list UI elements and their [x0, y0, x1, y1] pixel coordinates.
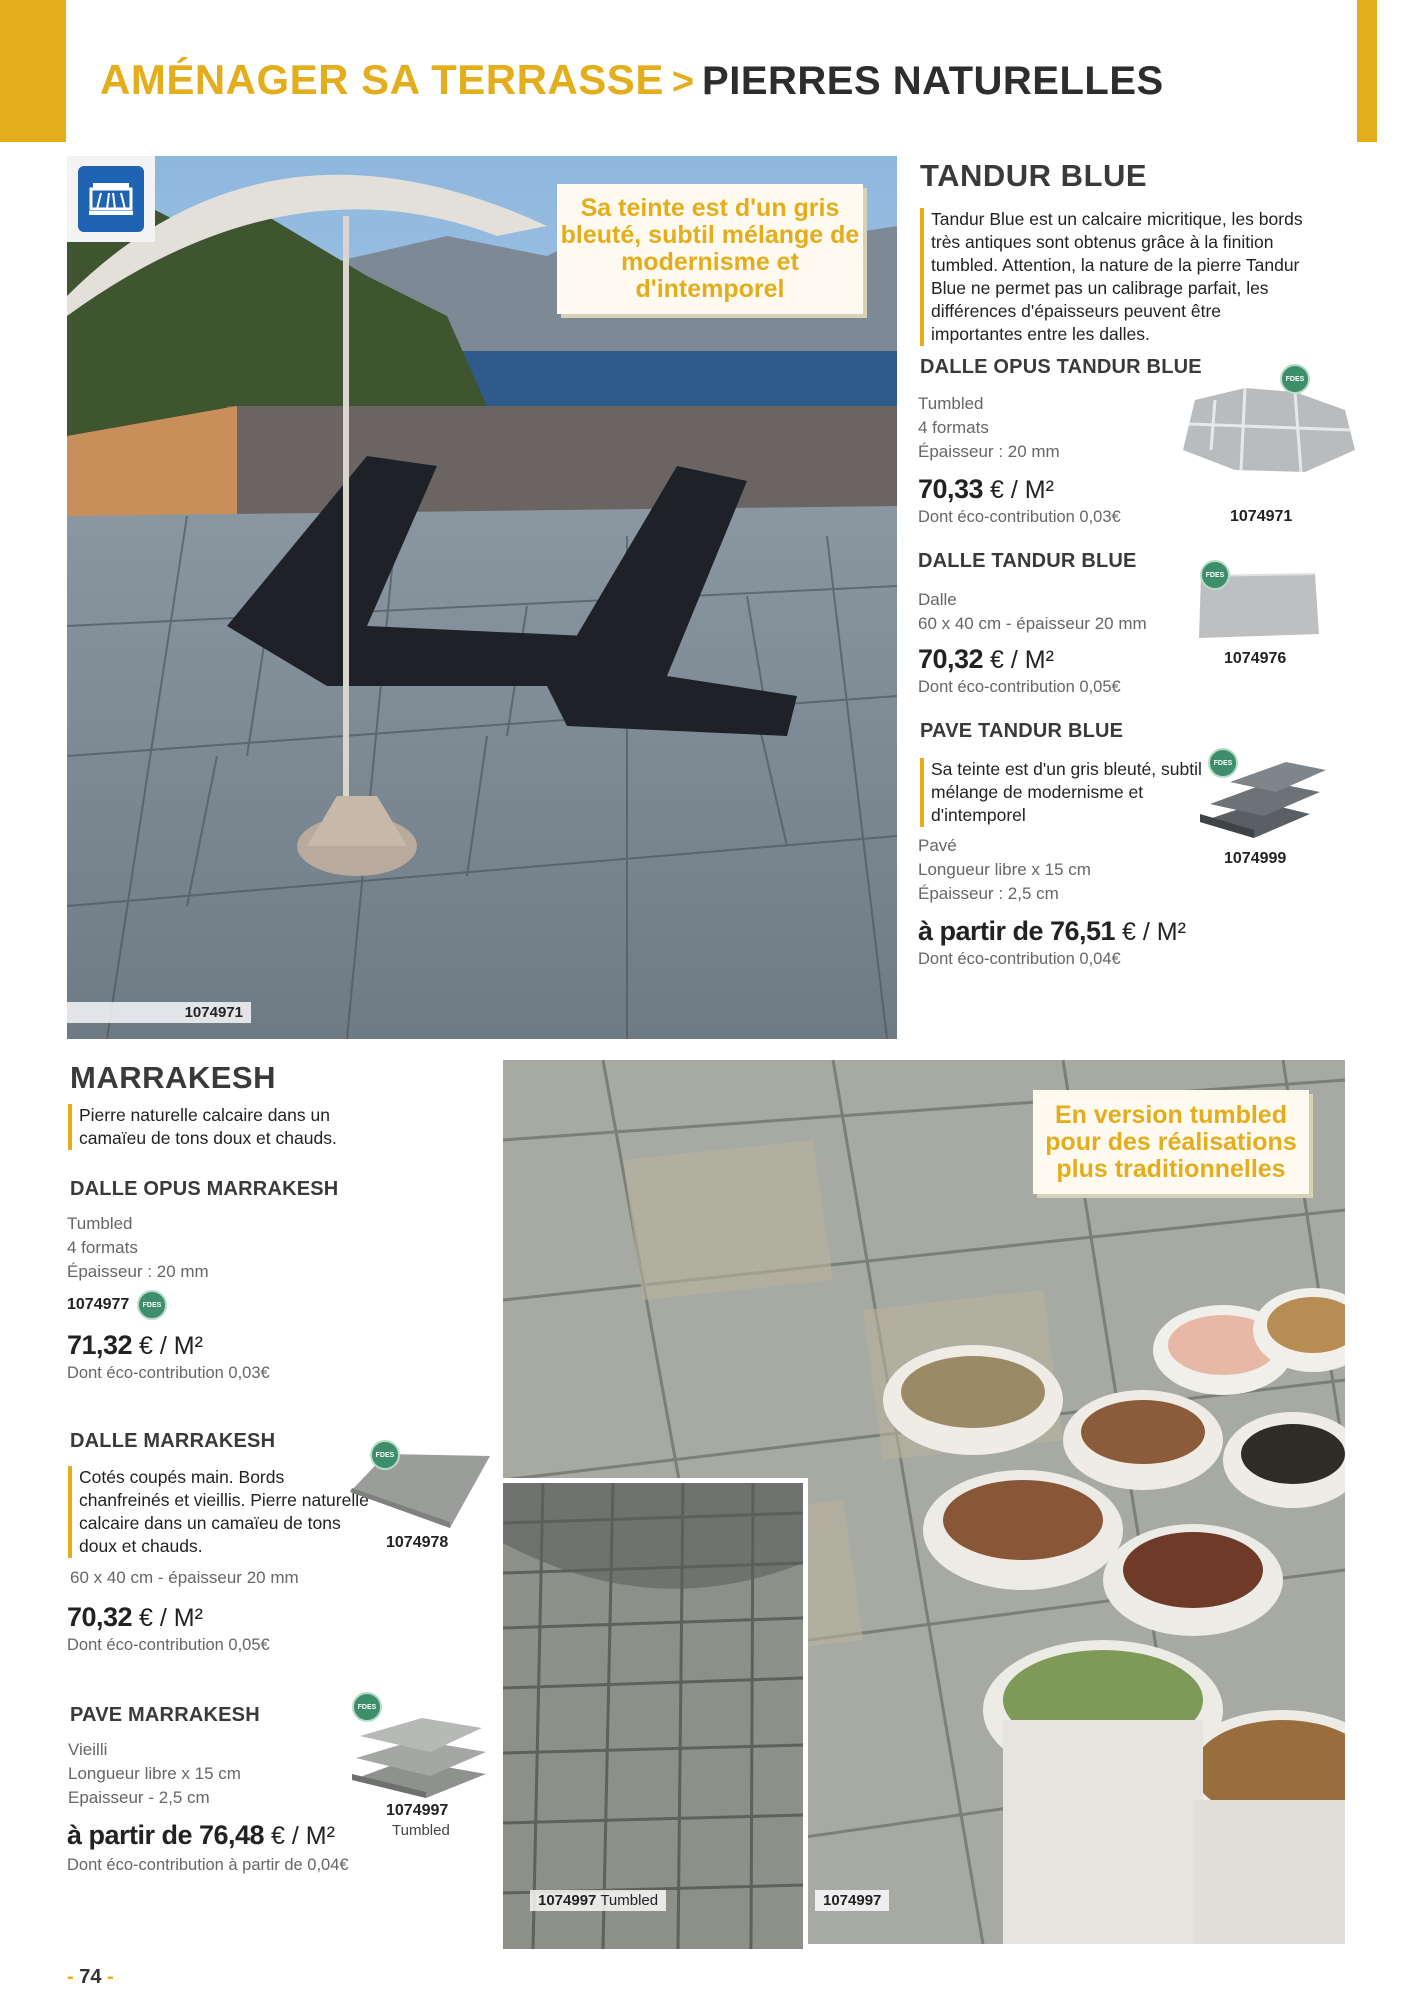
product-ref-sub: Tumbled: [392, 1822, 450, 1839]
product-name: DALLE MARRAKESH: [70, 1430, 276, 1452]
terrace-badge: [67, 156, 155, 242]
terrace-pictogram-icon: [78, 166, 144, 232]
eco-contribution: Dont éco-contribution à partir de 0,04€: [67, 1856, 349, 1874]
product-note: Sa teinte est d'un gris bleuté, subtil mélange de modernisme et d'intemporel: [920, 758, 1221, 827]
inset-caption: 1074997 Tumbled: [530, 1890, 666, 1911]
cobble-inset-image: [503, 1478, 808, 1949]
product-thumbnail: [346, 1452, 492, 1530]
tandur-description: Tandur Blue est un calcaire micritique, les bords très antiques sont obtenus grâce à la finition tumbled. Attention, la nature de la pierre Tandur Blue ne permet pas un calibrage parfait, les différences d'épaisseurs peuvent être importantes entre les dalles.: [920, 208, 1316, 346]
fdes-badge-icon: FDES: [1200, 560, 1230, 590]
marrakesh-description: Pierre naturelle calcaire dans un camaïeu de tons doux et chauds.: [68, 1104, 379, 1150]
fdes-badge-icon: FDES: [1280, 364, 1310, 394]
eco-contribution: Dont éco-contribution 0,04€: [918, 950, 1121, 968]
page-title: [100, 56, 1164, 104]
fdes-badge-icon: FDES: [352, 1692, 382, 1722]
main-image-caption: 1074997: [815, 1890, 889, 1911]
product-specs: Vieilli Longueur libre x 15 cm Epaisseur - 2,5 cm: [68, 1740, 241, 1807]
header-right-bar: [1357, 0, 1377, 142]
eco-contribution: Dont éco-contribution 0,05€: [67, 1636, 270, 1654]
eco-contribution: Dont éco-contribution 0,03€: [67, 1364, 270, 1382]
product-note: Cotés coupés main. Bords chanfreinés et vieillis. Pierre naturelle calcaire dans un camaïeu de tons doux et chauds.: [68, 1466, 369, 1558]
page-number: - 74 -: [67, 1966, 114, 1988]
subsection-title: PIERRES NATURELLES: [702, 59, 1164, 103]
product-ref: 1074971: [1230, 508, 1293, 525]
eco-contribution: Dont éco-contribution 0,05€: [918, 678, 1121, 696]
product-price: 70,32 € / M²: [918, 644, 1054, 674]
product-name: DALLE OPUS MARRAKESH: [70, 1178, 339, 1200]
product-price: 70,33 € / M²: [918, 474, 1054, 504]
product-specs: Dalle 60 x 40 cm - épaisseur 20 mm: [918, 590, 1147, 633]
product-ref: 1074976: [1224, 650, 1287, 667]
product-price: 71,32 € / M²: [67, 1330, 203, 1360]
header-left-bar: [0, 0, 66, 142]
marrakesh-callout: En version tumbled pour des réalisations plus traditionnelles: [1033, 1090, 1309, 1194]
product-name: PAVE MARRAKESH: [70, 1704, 260, 1726]
tandur-title: TANDUR BLUE: [920, 158, 1148, 193]
product-ref: 1074999: [1224, 850, 1287, 867]
fdes-badge-icon: FDES: [370, 1440, 400, 1470]
product-price: à partir de 76,48 € / M²: [67, 1820, 335, 1850]
eco-contribution: Dont éco-contribution 0,03€: [918, 508, 1121, 526]
product-specs: Tumbled 4 formats Épaisseur : 20 mm: [918, 394, 1060, 461]
hero-callout: Sa teinte est d'un gris bleuté, subtil mélange de modernisme et d'intemporel: [557, 184, 863, 314]
product-price: 70,32 € / M²: [67, 1602, 203, 1632]
marrakesh-title: MARRAKESH: [70, 1060, 276, 1095]
hero-ref-caption: 1074971: [67, 1002, 251, 1023]
product-price: à partir de 76,51 € / M²: [918, 916, 1186, 946]
product-specs: 60 x 40 cm - épaisseur 20 mm: [70, 1568, 299, 1587]
product-name: PAVE TANDUR BLUE: [920, 720, 1124, 742]
product-ref: 1074977: [67, 1296, 130, 1313]
product-specs: Tumbled 4 formats Épaisseur : 20 mm: [67, 1214, 209, 1281]
product-name: DALLE OPUS TANDUR BLUE: [920, 356, 1202, 378]
product-ref: 1074997: [386, 1802, 449, 1819]
section-title: AMÉNAGER SA TERRASSE: [100, 56, 664, 103]
product-specs: Pavé Longueur libre x 15 cm Épaisseur : 2,5 cm: [918, 836, 1091, 903]
fdes-badge-icon: FDES: [1208, 748, 1238, 778]
product-ref: 1074978: [386, 1534, 449, 1551]
breadcrumb-separator: >: [671, 61, 695, 103]
product-thumbnail: [1175, 380, 1357, 476]
product-name: DALLE TANDUR BLUE: [918, 550, 1137, 572]
fdes-badge-icon: FDES: [137, 1290, 167, 1320]
